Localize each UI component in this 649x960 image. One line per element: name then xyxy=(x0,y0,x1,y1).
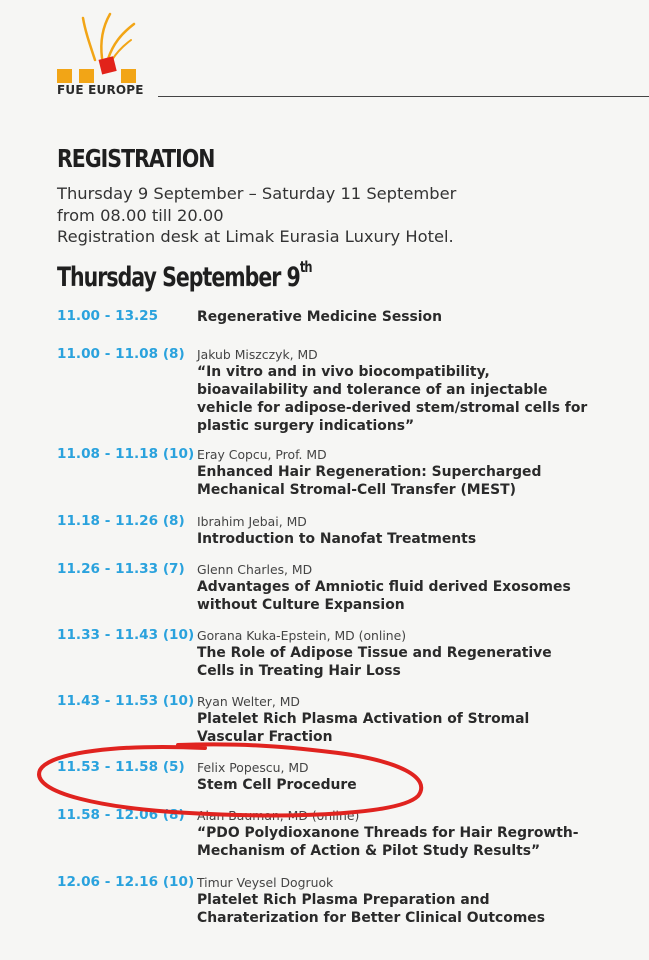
session-title xyxy=(197,578,597,614)
session-speaker: Gorana Kuka-Epstein, MD (online) xyxy=(197,628,407,643)
registration-hours: from 08.00 till 20.00 xyxy=(57,205,224,225)
session-speaker: Glenn Charles, MD xyxy=(197,562,313,577)
session-speaker: Felix Popescu, MD xyxy=(197,760,309,775)
session-title-line: “In vitro and in vivo biocompatibility, xyxy=(197,364,490,380)
session-title xyxy=(197,891,597,927)
session-speaker: Alan Bauman, MD (online) xyxy=(197,808,360,823)
session-title-line: vehicle for adipose-derived stem/stromal cells for xyxy=(197,400,588,416)
session-title-line: Cells in Treating Hair Loss xyxy=(197,663,401,679)
session-time: 11.18 - 11.26 (8) xyxy=(57,513,185,529)
session-time: 11.08 - 11.18 (10) xyxy=(57,446,195,462)
day-title xyxy=(57,258,312,293)
session-time: 11.00 - 13.25 xyxy=(57,308,159,324)
day-title-suffix: th xyxy=(299,258,312,276)
session-title xyxy=(197,644,597,680)
session-time: 11.53 - 11.58 (5) xyxy=(57,759,185,775)
session-speaker: Timur Veysel Dogruok xyxy=(197,875,334,890)
session-title xyxy=(197,710,597,746)
session-time: 11.43 - 11.53 (10) xyxy=(57,693,195,709)
session-title xyxy=(197,308,597,326)
registration-info xyxy=(57,183,456,248)
registration-title: REGISTRATION xyxy=(57,144,215,173)
session-speaker: Jakub Miszczyk, MD xyxy=(197,347,318,362)
session-time: 11.33 - 11.43 (10) xyxy=(57,627,195,643)
day-title-text: Thursday September 9 xyxy=(57,262,300,293)
session-title-line: Platelet Rich Plasma Activation of Stromal xyxy=(197,711,530,727)
registration-dates: Thursday 9 September – Saturday 11 September xyxy=(57,184,457,203)
session-time: 11.26 - 11.33 (7) xyxy=(57,561,185,577)
session-title-line: The Role of Adipose Tissue and Regenerative xyxy=(197,645,552,661)
session-time: 11.00 - 11.08 (8) xyxy=(57,346,185,362)
session-title-line: Enhanced Hair Regeneration: Supercharged xyxy=(197,464,542,480)
session-title-line: Charaterization for Better Clinical Outcomes xyxy=(197,910,545,926)
session-title-line: Mechanism of Action & Pilot Study Results” xyxy=(197,843,541,859)
session-title xyxy=(197,463,597,499)
session-title-line: plastic surgery indications” xyxy=(197,418,415,434)
session-title-line: without Culture Expansion xyxy=(197,597,405,613)
session-title-line: bioavailability and tolerance of an injectable xyxy=(197,382,548,398)
logo-text: FUE EUROPE xyxy=(57,83,144,97)
session-title xyxy=(197,363,597,435)
registration-location: Registration desk at Limak Eurasia Luxury Hotel. xyxy=(57,227,454,246)
session-title-line: Stem Cell Procedure xyxy=(197,777,357,793)
session-speaker: Ibrahim Jebai, MD xyxy=(197,514,307,529)
session-title-line: Mechanical Stromal-Cell Transfer (MEST) xyxy=(197,482,516,498)
session-title-line: Advantages of Amniotic fluid derived Exosomes xyxy=(197,579,571,595)
session-title-line: Vascular Fraction xyxy=(197,729,333,745)
session-title xyxy=(197,824,597,860)
session-title xyxy=(197,776,597,794)
session-title-line: Platelet Rich Plasma Preparation and xyxy=(197,892,490,908)
session-speaker: Ryan Welter, MD xyxy=(197,694,300,709)
header-divider xyxy=(158,96,649,97)
session-time: 11.58 - 12.06 (8) xyxy=(57,807,185,823)
session-title-line: Regenerative Medicine Session xyxy=(197,309,442,325)
session-title-line: “PDO Polydioxanone Threads for Hair Regrowth- xyxy=(197,825,579,841)
session-speaker: Eray Copcu, Prof. MD xyxy=(197,447,327,462)
session-title xyxy=(197,530,597,548)
session-title-line: Introduction to Nanofat Treatments xyxy=(197,531,477,547)
session-time: 12.06 - 12.16 (10) xyxy=(57,874,195,890)
